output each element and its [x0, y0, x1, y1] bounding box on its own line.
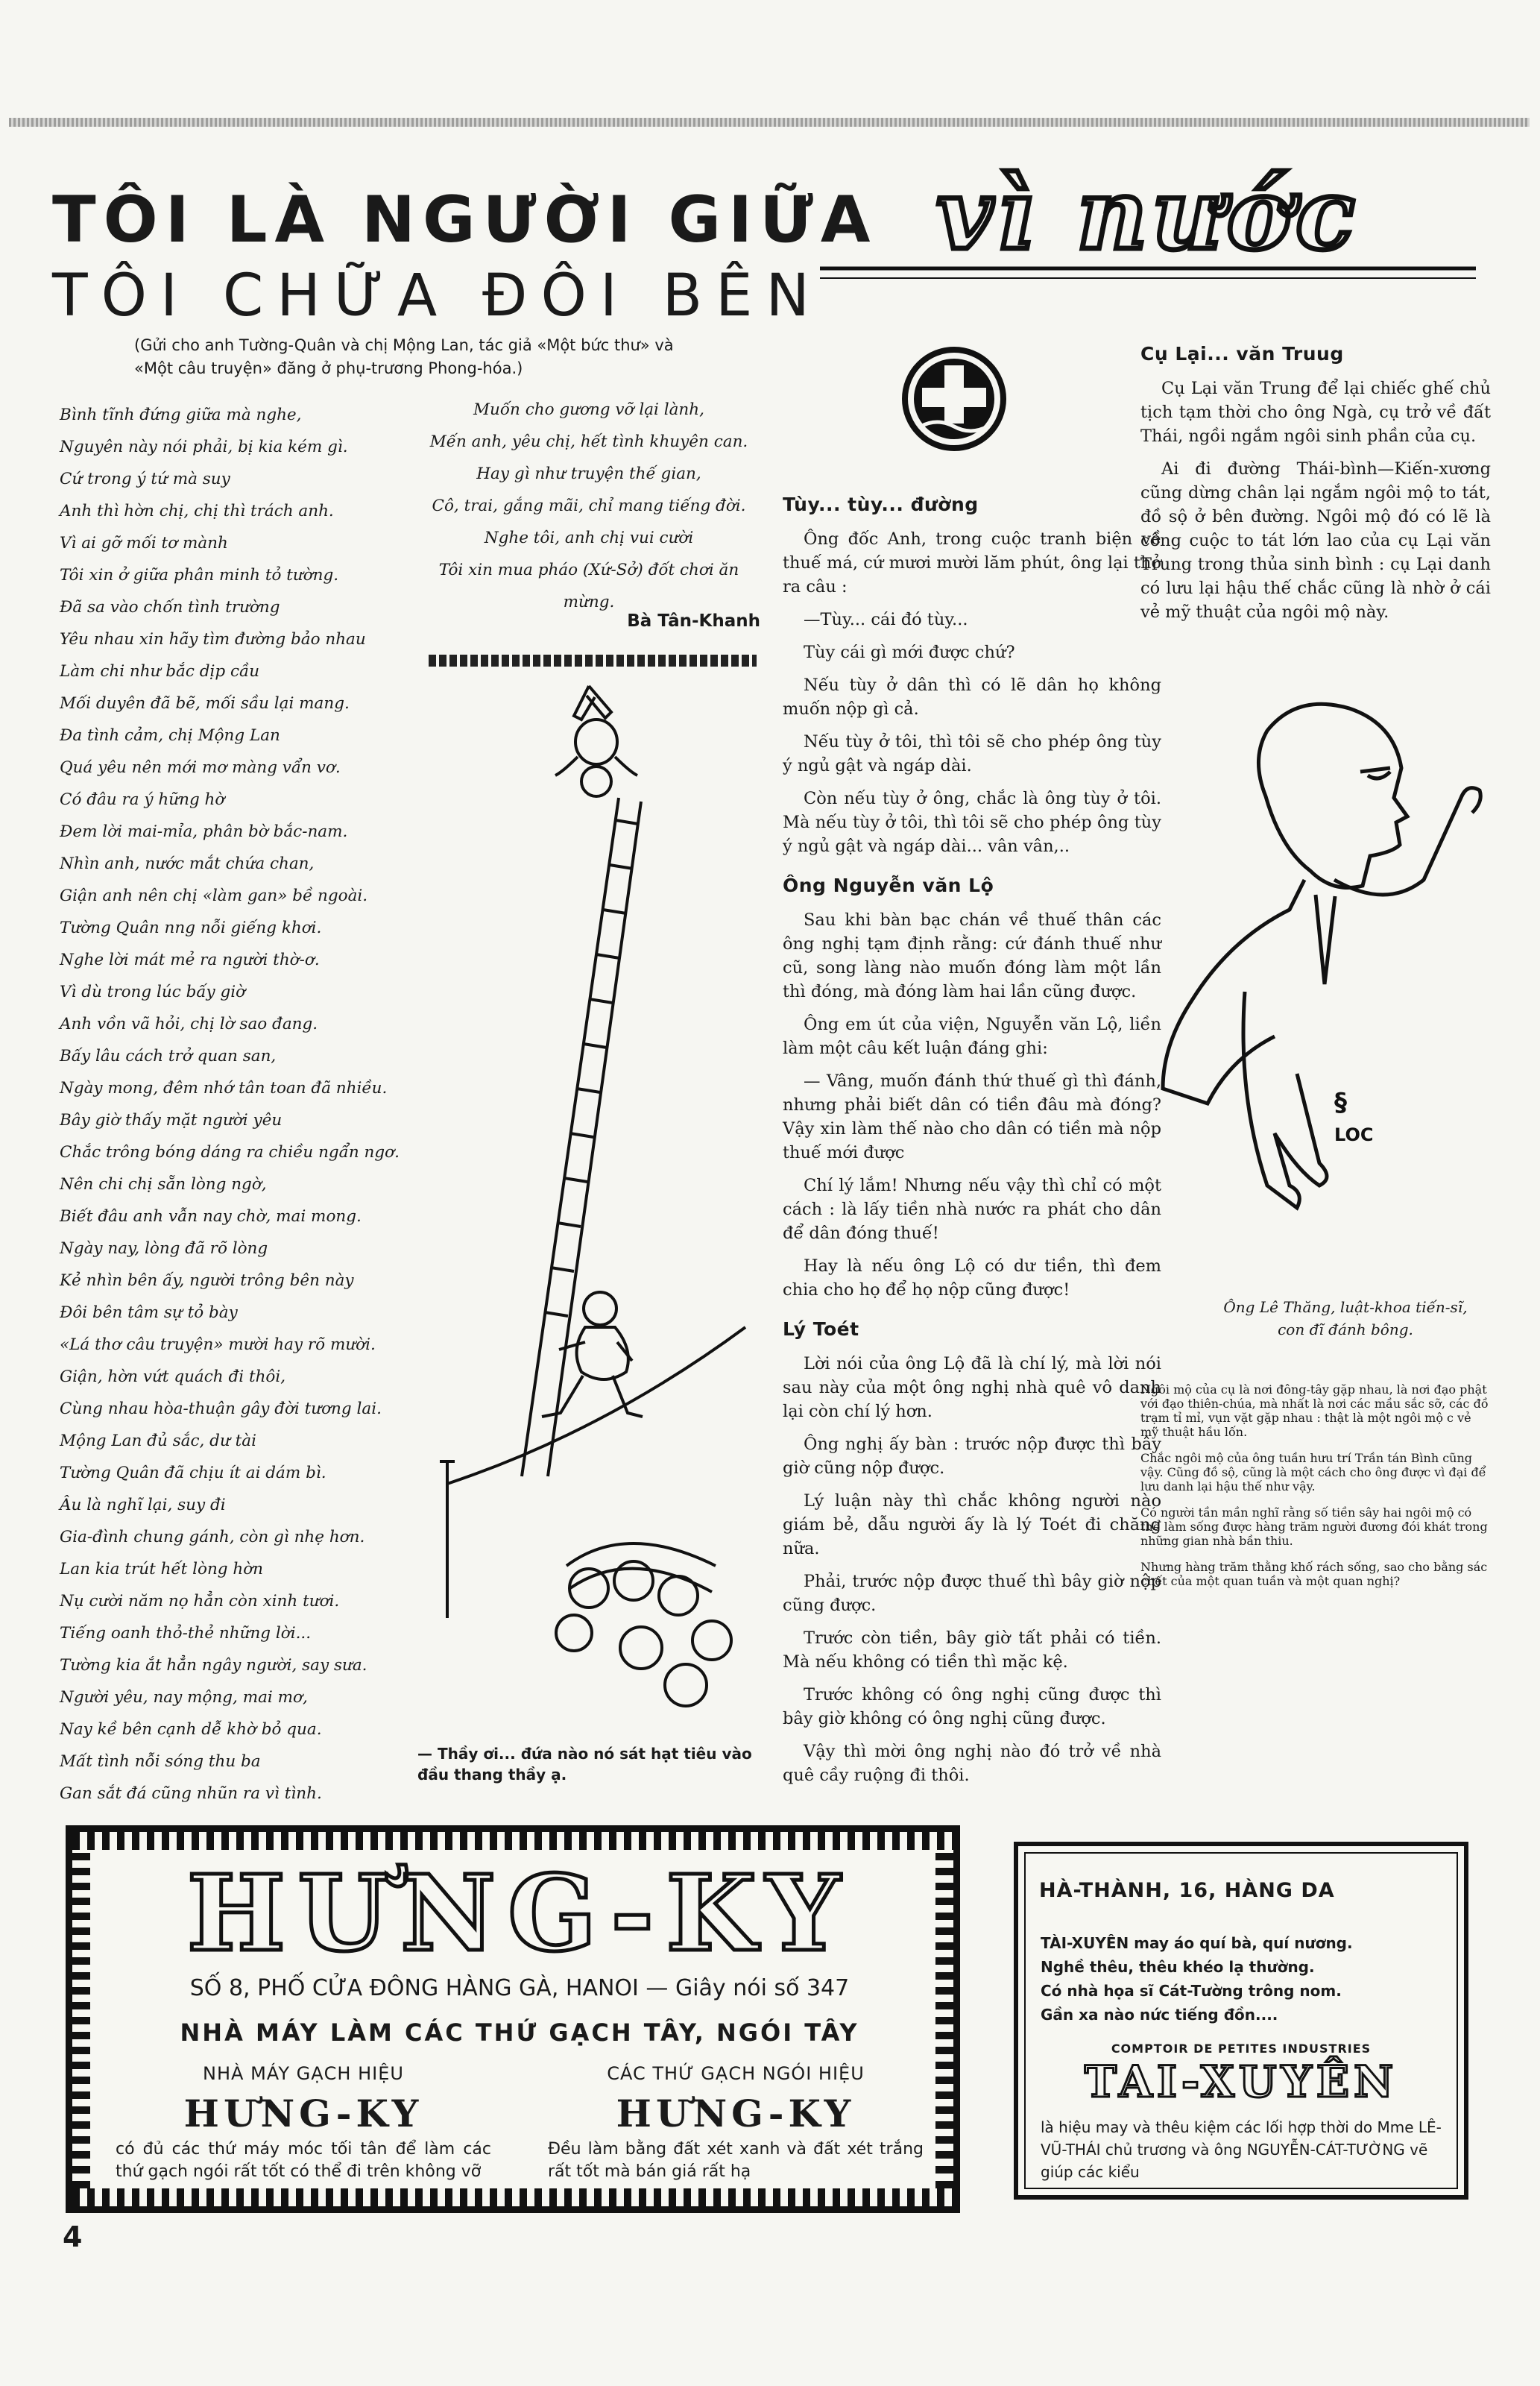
section-paragraph: — Vâng, muốn đánh thứ thuế gì thì đánh, nhưng phải biết dân có tiền đâu mà đóng? Vậy xin làm thế nào cho dân có tiền mà nộp thuế mới được	[783, 1071, 1161, 1162]
poem-line: Nghe tôi, anh chị vui cười	[484, 529, 694, 547]
poem-line: Anh thì hờn chị, chị thì trách anh.	[60, 502, 334, 520]
poem-dedication: (Gửi cho anh Tường-Quân và chị Mộng Lan, tác giả «Một bức thư» và «Một câu truyện» đăng ở phụ-trương Phong-hóa.)	[134, 336, 674, 377]
section-paragraph: —Tùy... cái đó tùy...	[804, 610, 968, 629]
section-paragraph: Nếu tùy ở dân thì có lẽ dân họ không muốn nộp gì cả.	[783, 676, 1161, 719]
section-paragraph: Lời nói của ông Lộ đã là chí lý, mà lời nói sau này của một ông nghị nhà quê vô danh lại còn chí lý hơn.	[783, 1354, 1161, 1421]
section-paragraph: Sau khi bàn bạc chán về thuế thân các ông nghị tạm định rằng: cứ đánh thuế như cũ, song làng nào muốn đóng làm một lần thì đóng, mà đóng làm hai lần cũng được.	[783, 910, 1161, 1001]
poem-line: Quá yêu nên mới mơ màng vẩn vơ.	[60, 758, 341, 777]
tai-xuyen-line: TÀI-XUYÊN may áo quí bà, quí nương.	[1041, 1934, 1353, 1952]
poem-line: Biết đâu anh vẫn nay chờ, mai mong.	[60, 1207, 362, 1226]
poem-line: Làm chi như bắc dịp cầu	[60, 662, 260, 681]
poem-line: Đã sa vào chốn tình trường	[60, 598, 280, 617]
poem-line: Tiếng oanh thỏ-thẻ những lời...	[60, 1624, 312, 1643]
poem-line: Cứ trong ý tứ mà suy	[60, 470, 230, 488]
section-paragraph: Hay là nếu ông Lộ có dư tiền, thì đem chia cho họ để họ nộp cũng được!	[783, 1256, 1161, 1300]
poem-line: Mất tình nỗi sóng thu ba	[60, 1752, 261, 1771]
tai-xuyen-address: HÀ-THÀNH, 16, HÀNG DA	[1039, 1879, 1335, 1902]
section-paragraph: Ông em út của viện, Nguyễn văn Lộ, liền làm một câu kết luận đáng ghi:	[783, 1015, 1161, 1058]
artist-signature: LOC	[1334, 1124, 1374, 1145]
poem-line: Mộng Lan đủ sắc, dư tài	[60, 1432, 256, 1450]
section-heading: Tùy... tùy... đường	[783, 494, 979, 515]
poem-line: Giận anh nên chị «làm gan» bề ngoài.	[60, 887, 368, 905]
cu-lai-paragraph: Ai đi đường Thái-bình—Kiến-xương cũng dừng chân lại ngắm ngôi mộ to tát, đồ sộ ở bên đường. Ngôi mộ đó có lẽ là công cuộc to tát lớn lao của cụ Lại văn Trung trong thủa sinh bình : cụ Lại danh có lưu lại hậu thế chắc cũng là nhờ ở cái vẻ mỹ thuật của ngôi mộ này.	[1140, 459, 1491, 622]
poem-line: Vì dù trong lúc bấy giờ	[60, 983, 246, 1001]
poem-line: Bây giờ thấy mặt người yêu	[60, 1111, 283, 1130]
headline-line-2: TÔI CHỮA ĐÔI BÊN	[52, 262, 823, 330]
cu-lai-heading: Cụ Lại... văn Truug	[1140, 343, 1344, 365]
hung-ky-address: SỐ 8, PHỐ CỬA ĐÔNG HÀNG GÀ, HANOI — Giây nói số 347	[189, 1975, 850, 2001]
poem-line: Nên chi chị sẵn lòng ngờ,	[60, 1175, 267, 1194]
poem-line: Có đâu ra ý hững hờ	[60, 790, 225, 809]
hung-ky-advertisement	[66, 1825, 960, 2213]
left-panel-label: NHÀ MÁY GẠCH HIỆU	[203, 2063, 404, 2084]
poem-line: Vì ai gỡ mối tơ mành	[60, 534, 228, 553]
poem-line: Tôi xin ở giữa phân minh tỏ tường.	[60, 566, 339, 585]
poem-line: Đa tình cảm, chị Mộng Lan	[60, 726, 280, 745]
cu-lai-paragraph: Nhưng hàng trăm thằng khố rách sống, sao cho bằng sác chết của một quan tuần và một quan nghị?	[1140, 1560, 1488, 1588]
ladder-cartoon-illustration	[417, 671, 760, 1775]
poem-line: Người yêu, nay mộng, mai mơ,	[60, 1688, 308, 1707]
poem-line: Nhìn anh, nước mắt chứa chan,	[60, 854, 315, 873]
page-number: 4	[63, 2220, 83, 2253]
hung-ky-subtitle: NHÀ MÁY LÀM CÁC THỨ GẠCH TÂY, NGÓI TÂY	[180, 2018, 859, 2047]
masthead-text: vì nước	[936, 168, 1360, 271]
poem-left-column	[60, 399, 410, 1810]
hung-ky-brand: HƯNG-KY	[186, 1853, 853, 1975]
hung-ky-right-panel	[534, 2063, 937, 2183]
section-paragraph: Tùy cái gì mới được chứ?	[804, 643, 1015, 662]
poem-line: Anh vồn vã hỏi, chị lờ sao đang.	[60, 1015, 318, 1033]
red-cross-emblem-icon	[898, 343, 1010, 455]
hung-ky-left-panel	[102, 2063, 505, 2183]
section-paragraph: Phải, trước nộp được thuế thì bây giờ nộp cũng được.	[783, 1572, 1161, 1615]
poem-line: Tường Quân đã chịu ít ai dám bì.	[60, 1464, 326, 1482]
poem-author: Bà Tân-Khanh	[627, 611, 760, 631]
tai-xuyen-line: Có nhà họa sĩ Cát-Tường trông nom.	[1041, 1982, 1342, 2000]
svg-text:§: §	[1334, 1088, 1347, 1118]
section-paragraph: Lý luận này thì chắc không người nào giám bẻ, dẫu người ấy là lý Toét đi chăng nữa.	[783, 1491, 1161, 1558]
section-paragraph: Trước không có ông nghị cũng được thì bây giờ không có ông nghị cũng được.	[783, 1685, 1161, 1728]
poem-line: Kẻ nhìn bên ấy, người trông bên này	[60, 1271, 354, 1290]
poem-line: Gan sắt đá cũng nhũn ra vì tình.	[60, 1784, 322, 1803]
headline-line-1: TÔI LÀ NGƯỜI GIỮA	[52, 183, 878, 257]
section-heading: Ông Nguyễn văn Lộ	[783, 875, 994, 896]
section-paragraph: Nếu tùy ở tôi, thì tôi sẽ cho phép ông tùy ý ngủ gật và ngáp dài.	[783, 732, 1161, 775]
tai-xuyen-comptoir: COMPTOIR DE PETITES INDUSTRIES	[1111, 2042, 1372, 2056]
cu-lai-paragraph: Chắc ngôi mộ của ông tuần hưu trí Trần tán Bình cũng vậy. Cũng đồ sộ, cũng là một cách cho ông được vì đại để lưu danh lại hậu thế như vậy.	[1140, 1451, 1486, 1493]
right-panel-label: CÁC THỨ GẠCH NGÓI HIỆU	[607, 2063, 865, 2084]
left-panel-desc: có đủ các thứ máy móc tối tân để làm các thứ gạch ngói rất tốt có thể đi trên không vỡ	[116, 2140, 491, 2181]
section-paragraph: Ông nghị ấy bàn : trước nộp được thì bây giờ cũng nộp được.	[783, 1435, 1161, 1478]
poem-line: Ngày mong, đêm nhớ tân toan đã nhiều.	[60, 1079, 388, 1098]
poem-line: «Lá thơ câu truyện» mười hay rõ mười.	[60, 1335, 376, 1354]
poem-line: Tường kia ắt hẳn ngây người, say sưa.	[60, 1656, 367, 1675]
poem-line: Nụ cười năm nọ hẳn còn xinh tươi.	[60, 1592, 340, 1611]
poem-line: Nghe lời mát mẻ ra người thờ-ơ.	[60, 951, 320, 969]
poem-line: Chắc trông bóng dáng ra chiều ngẩn ngơ.	[60, 1143, 400, 1162]
tai-xuyen-line: Nghề thêu, thêu khéo lạ thường.	[1041, 1958, 1315, 1976]
tai-xuyen-line: Gần xa nào nức tiếng đồn....	[1041, 2006, 1278, 2024]
cu-lai-column-continued	[1140, 1370, 1491, 1600]
poem-line: Bấy lâu cách trở quan san,	[60, 1047, 277, 1065]
poem-right-column	[417, 394, 760, 618]
poem-line: Mối duyên đã bẽ, mối sầu lại mang.	[60, 694, 350, 713]
section-paragraph: Ông đốc Anh, trong cuộc tranh biện về thuế má, cứ mươi mười lăm phút, ông lại thở ra câu :	[783, 529, 1161, 596]
cu-lai-paragraph: Ngôi mộ của cụ là nơi đông-tây gặp nhau, là nơi đạo phật với đạo thiên-chúa, mà nhất là nơi các mầu sắc sỡ, các đồ trạm tỉ mỉ, vụn vặt gặp nhau : thật là một ngôi mộ c vẻ mỹ thuật hầu lốn.	[1140, 1382, 1489, 1439]
cu-lai-paragraph: Cụ Lại văn Trung để lại chiếc ghế chủ tịch tạm thời cho ông Ngà, cụ trở về đất Thái, ngồi ngắm ngôi sinh phần của cụ.	[1140, 379, 1491, 446]
section-paragraph: Vậy thì mời ông nghị nào đó trở về nhà quê cầy ruộng đi thôi.	[783, 1742, 1161, 1785]
poem-line: Muốn cho gương vỡ lại lành,	[473, 400, 704, 419]
poem-line: Tôi xin mua pháo (Xứ-Sở) đốt chơi ăn mừng.	[438, 561, 739, 611]
poem-line: Mến anh, yêu chị, hết tình khuyên can.	[429, 432, 748, 451]
poem-line: Hay gì như truyện thế gian,	[476, 465, 701, 483]
poem-line: Nay kề bên cạnh dễ khờ bỏ qua.	[60, 1720, 322, 1739]
poem-line: Tường Quân nng nỗi giếng khơi.	[60, 919, 322, 937]
tai-xuyen-advertisement	[1014, 1842, 1468, 2200]
satire-column	[783, 477, 1161, 1796]
masthead-vi-nuoc	[812, 168, 1483, 295]
section-paragraph: Chí lý lắm! Nhưng nếu vậy thì chỉ có một cách : là lấy tiền nhà nước ra phát cho dân để dân đóng thuế!	[783, 1176, 1161, 1243]
poem-line: Ngày nay, lòng đã rõ lòng	[60, 1239, 268, 1258]
poem-line: Yêu nhau xin hãy tìm đường bảo nhau	[60, 630, 366, 649]
poem-line: Gia-đình chung gánh, còn gì nhẹ hơn.	[60, 1528, 365, 1546]
caricature-portrait	[1111, 671, 1498, 1268]
top-rule	[9, 118, 1530, 127]
poem-line: Đem lời mai-mỉa, phân bờ bắc-nam.	[60, 822, 348, 841]
poem-line: Nguyên này nói phải, bị kia kém gì.	[60, 438, 348, 456]
poem-line: Cô, trai, gắng mãi, chỉ mang tiếng đời.	[432, 497, 746, 515]
section-heading: Lý Toét	[783, 1318, 859, 1340]
left-panel-brand: HƯNG-KY	[183, 2091, 423, 2135]
poem-line: Giận, hờn vứt quách đi thôi,	[60, 1367, 286, 1386]
poem-line: Cùng nhau hòa-thuận gây đời tương lai.	[60, 1400, 382, 1418]
cu-lai-column	[1140, 327, 1491, 633]
right-panel-desc: Đều làm bằng đất xét xanh và đất xét trắng rất tốt mà bán giá rất hạ	[548, 2140, 924, 2181]
tai-xuyen-footer: là hiệu may và thêu kiệm các lối hợp thời do Mme LÊ-VŨ-THÁI chủ trương và ông NGUYỄN-CÁT-TƯỜNG vẽ giúp các kiểu	[1041, 2118, 1442, 2181]
poem-line: Lan kia trút hết lòng hờn	[60, 1560, 264, 1578]
right-panel-brand: HƯNG-KY	[616, 2091, 856, 2135]
section-paragraph: Còn nếu tùy ở ông, chắc là ông tùy ở tôi. Mà nếu tùy ở tôi, thì tôi sẽ cho phép ông tùy ý ngủ gật và ngáp dài... vân vân,..	[783, 789, 1161, 856]
poem-line: Bình tĩnh đứng giữa mà nghe,	[60, 406, 302, 424]
cartoon-caption: — Thầy ơi... đứa nào nó sát hạt tiêu vào đầu thang thầy ạ.	[417, 1745, 752, 1784]
poem-line: Đôi bên tâm sự tỏ bày	[60, 1303, 238, 1322]
cu-lai-paragraph: Có người tần mần nghĩ rằng số tiền sây hai ngôi mộ có thể làm sống được hàng trăm người đương đói khát trong những gian nhà bần thiu.	[1140, 1505, 1488, 1548]
portrait-caption: Ông Lê Thăng, luật-khoa tiến-sĩ, con đĩ đánh bông.	[1223, 1298, 1468, 1338]
section-paragraph: Trước còn tiền, bây giờ tất phải có tiền. Mà nếu không có tiền thì mặc kệ.	[783, 1628, 1161, 1672]
dotted-divider	[429, 655, 757, 667]
poem-line: Âu là nghĩ lại, suy đi	[60, 1496, 226, 1514]
tai-xuyen-brand: TAI-XUYÊN	[1084, 2056, 1398, 2107]
